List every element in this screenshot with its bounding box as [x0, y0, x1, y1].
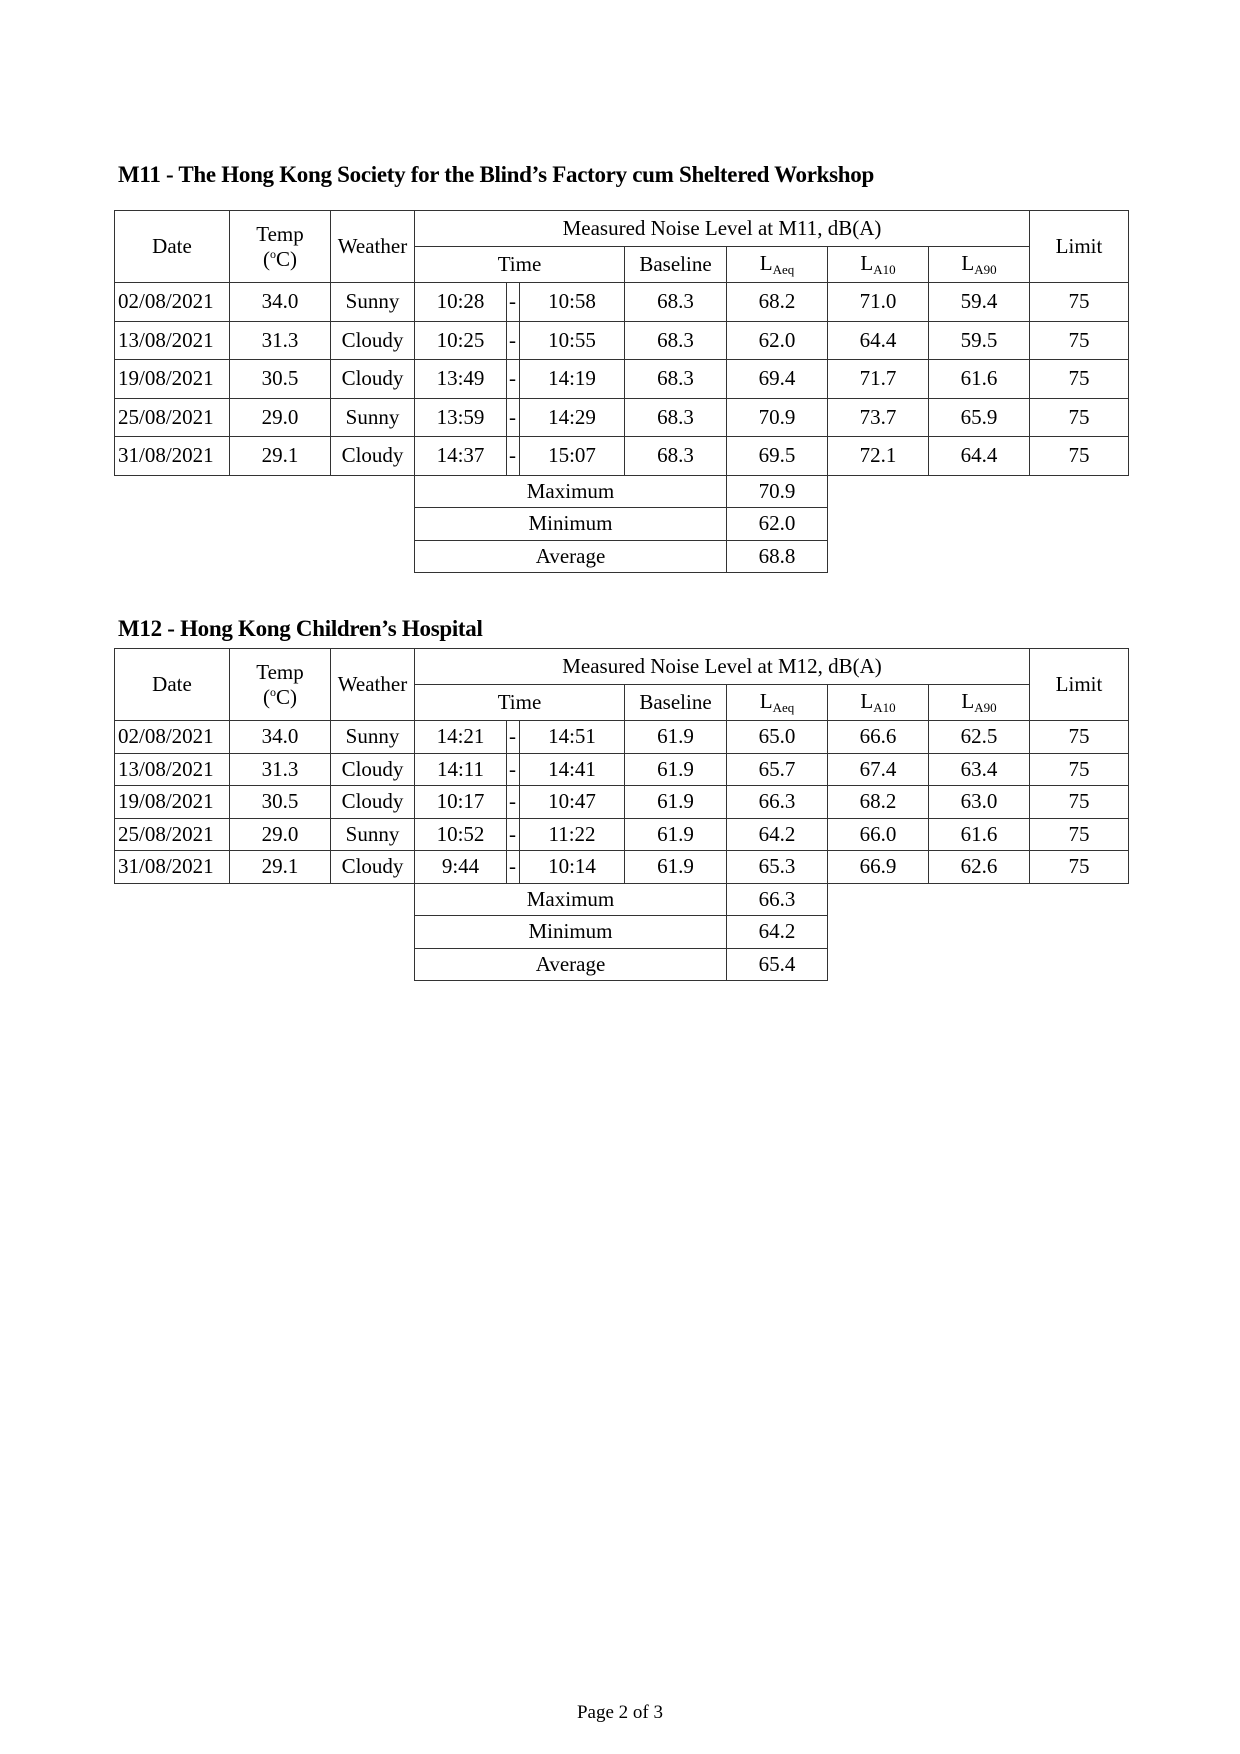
cell-time-end: 14:41	[520, 753, 625, 786]
cell-temp: 34.0	[230, 721, 331, 754]
cell-la90: 63.0	[929, 786, 1030, 819]
header-la90: $L_{A90}$	[929, 685, 1030, 721]
cell-date: 25/08/2021	[115, 398, 230, 437]
cell-weather: Sunny	[331, 721, 415, 754]
table-row	[115, 437, 1129, 476]
cell-weather: Cloudy	[331, 786, 415, 819]
cell-la90: 62.5	[929, 721, 1030, 754]
blank-cell	[115, 883, 415, 916]
cell-baseline: 61.9	[625, 818, 727, 851]
cell-time-end: 10:14	[520, 851, 625, 884]
section-title-m11: M11 - The Hong Kong Society for the Blind’s Factory cum Sheltered Workshop	[118, 162, 874, 187]
header-laeq: $L_{Aeq}$	[727, 247, 828, 283]
cell-baseline: 61.9	[625, 721, 727, 754]
summary-maximum-row	[115, 475, 1129, 508]
cell-baseline: 61.9	[625, 851, 727, 884]
cell-laeq: 65.0	[727, 721, 828, 754]
cell-time-start: 13:49	[415, 360, 507, 399]
cell-time-end: 11:22	[520, 818, 625, 851]
summary-maximum-value: 66.3	[727, 883, 828, 916]
cell-time-separator: -	[507, 321, 520, 360]
cell-time-separator: -	[507, 360, 520, 399]
cell-temp: 30.5	[230, 360, 331, 399]
cell-time-end: 10:58	[520, 283, 625, 322]
header-baseline: Baseline	[625, 247, 727, 283]
cell-date: 02/08/2021	[115, 721, 230, 754]
summary-average-row	[115, 948, 1129, 981]
cell-la90: 62.6	[929, 851, 1030, 884]
blank-cell	[828, 948, 1129, 981]
cell-laeq: 62.0	[727, 321, 828, 360]
cell-temp: 31.3	[230, 321, 331, 360]
summary-average-value: 68.8	[727, 540, 828, 573]
cell-time-end: 14:29	[520, 398, 625, 437]
cell-date: 25/08/2021	[115, 818, 230, 851]
summary-maximum-label: Maximum	[415, 475, 727, 508]
table-row	[115, 398, 1129, 437]
cell-la10: 66.9	[828, 851, 929, 884]
cell-la10: 71.7	[828, 360, 929, 399]
cell-la10: 66.6	[828, 721, 929, 754]
cell-weather: Cloudy	[331, 851, 415, 884]
header-weather: Weather	[331, 649, 415, 721]
cell-limit: 75	[1030, 721, 1129, 754]
summary-minimum-row	[115, 508, 1129, 541]
blank-cell	[115, 540, 415, 573]
cell-la90: 61.6	[929, 818, 1030, 851]
header-date: Date	[115, 211, 230, 283]
summary-minimum-value: 62.0	[727, 508, 828, 541]
header-row-top	[115, 649, 1129, 685]
blank-cell	[828, 475, 1129, 508]
cell-time-end: 10:55	[520, 321, 625, 360]
cell-time-separator: -	[507, 818, 520, 851]
cell-limit: 75	[1030, 398, 1129, 437]
cell-la10: 67.4	[828, 753, 929, 786]
blank-cell	[828, 540, 1129, 573]
table-row	[115, 360, 1129, 399]
cell-weather: Cloudy	[331, 321, 415, 360]
blank-cell	[115, 916, 415, 949]
cell-time-start: 10:52	[415, 818, 507, 851]
summary-average-value: 65.4	[727, 948, 828, 981]
header-la90: $L_{A90}$	[929, 247, 1030, 283]
summary-average-row	[115, 540, 1129, 573]
cell-time-end: 14:19	[520, 360, 625, 399]
cell-la10: 72.1	[828, 437, 929, 476]
summary-maximum-row	[115, 883, 1129, 916]
summary-maximum-label: Maximum	[415, 883, 727, 916]
cell-baseline: 68.3	[625, 283, 727, 322]
header-date: Date	[115, 649, 230, 721]
table-row	[115, 721, 1129, 754]
cell-weather: Cloudy	[331, 753, 415, 786]
table-row	[115, 753, 1129, 786]
summary-average-label: Average	[415, 948, 727, 981]
cell-la90: 61.6	[929, 360, 1030, 399]
cell-weather: Cloudy	[331, 360, 415, 399]
cell-limit: 75	[1030, 818, 1129, 851]
cell-baseline: 61.9	[625, 753, 727, 786]
cell-time-end: 10:47	[520, 786, 625, 819]
header-la10: $L_{A10}$	[828, 247, 929, 283]
header-time: Time	[415, 685, 625, 721]
cell-limit: 75	[1030, 851, 1129, 884]
cell-weather: Sunny	[331, 818, 415, 851]
header-row-top	[115, 211, 1129, 247]
cell-time-end: 15:07	[520, 437, 625, 476]
cell-baseline: 68.3	[625, 398, 727, 437]
summary-minimum-row	[115, 916, 1129, 949]
summary-minimum-label: Minimum	[415, 916, 727, 949]
cell-time-start: 10:17	[415, 786, 507, 819]
cell-time-start: 14:21	[415, 721, 507, 754]
cell-laeq: 66.3	[727, 786, 828, 819]
cell-time-start: 13:59	[415, 398, 507, 437]
cell-time-separator: -	[507, 398, 520, 437]
table-row	[115, 818, 1129, 851]
header-baseline: Baseline	[625, 685, 727, 721]
cell-temp: 29.0	[230, 818, 331, 851]
cell-time-separator: -	[507, 437, 520, 476]
cell-limit: 75	[1030, 283, 1129, 322]
cell-temp: 29.1	[230, 851, 331, 884]
cell-time-separator: -	[507, 283, 520, 322]
cell-la90: 63.4	[929, 753, 1030, 786]
section-title-m12: M12 - Hong Kong Children’s Hospital	[118, 616, 483, 641]
cell-date: 13/08/2021	[115, 321, 230, 360]
header-measured-noise-level: Measured Noise Level at M12, dB(A)	[415, 649, 1030, 685]
cell-date: 19/08/2021	[115, 786, 230, 819]
blank-cell	[828, 883, 1129, 916]
cell-temp: 34.0	[230, 283, 331, 322]
cell-weather: Sunny	[331, 398, 415, 437]
cell-la10: 73.7	[828, 398, 929, 437]
table-row	[115, 851, 1129, 884]
header-temp: Temp ($^o$C)	[230, 649, 331, 721]
cell-baseline: 68.3	[625, 437, 727, 476]
cell-time-separator: -	[507, 753, 520, 786]
cell-la90: 64.4	[929, 437, 1030, 476]
summary-minimum-value: 64.2	[727, 916, 828, 949]
cell-la10: 66.0	[828, 818, 929, 851]
blank-cell	[115, 475, 415, 508]
cell-limit: 75	[1030, 786, 1129, 819]
cell-date: 31/08/2021	[115, 851, 230, 884]
cell-time-start: 14:37	[415, 437, 507, 476]
blank-cell	[115, 508, 415, 541]
cell-time-separator: -	[507, 851, 520, 884]
cell-laeq: 65.3	[727, 851, 828, 884]
cell-time-start: 10:28	[415, 283, 507, 322]
page-number: Page 2 of 3	[576, 1702, 663, 1723]
cell-limit: 75	[1030, 321, 1129, 360]
cell-laeq: 69.5	[727, 437, 828, 476]
summary-average-label: Average	[415, 540, 727, 573]
header-temp: Temp ($^o$C)	[230, 211, 331, 283]
cell-laeq: 69.4	[727, 360, 828, 399]
cell-la10: 68.2	[828, 786, 929, 819]
header-limit: Limit	[1030, 211, 1129, 283]
cell-la10: 64.4	[828, 321, 929, 360]
cell-la10: 71.0	[828, 283, 929, 322]
cell-temp: 29.0	[230, 398, 331, 437]
blank-cell	[115, 948, 415, 981]
table-row	[115, 283, 1129, 322]
cell-temp: 31.3	[230, 753, 331, 786]
cell-laeq: 65.7	[727, 753, 828, 786]
cell-laeq: 64.2	[727, 818, 828, 851]
header-measured-noise-level: Measured Noise Level at M11, dB(A)	[415, 211, 1030, 247]
summary-minimum-label: Minimum	[415, 508, 727, 541]
header-laeq: $L_{Aeq}$	[727, 685, 828, 721]
cell-temp: 30.5	[230, 786, 331, 819]
cell-limit: 75	[1030, 753, 1129, 786]
cell-date: 02/08/2021	[115, 283, 230, 322]
cell-temp: 29.1	[230, 437, 331, 476]
table-row	[115, 786, 1129, 819]
summary-maximum-value: 70.9	[727, 475, 828, 508]
cell-la90: 59.5	[929, 321, 1030, 360]
blank-cell	[828, 916, 1129, 949]
cell-baseline: 61.9	[625, 786, 727, 819]
cell-time-start: 9:44	[415, 851, 507, 884]
cell-limit: 75	[1030, 360, 1129, 399]
header-weather: Weather	[331, 211, 415, 283]
cell-time-separator: -	[507, 721, 520, 754]
cell-date: 19/08/2021	[115, 360, 230, 399]
cell-baseline: 68.3	[625, 321, 727, 360]
cell-time-start: 14:11	[415, 753, 507, 786]
cell-la90: 65.9	[929, 398, 1030, 437]
cell-la90: 59.4	[929, 283, 1030, 322]
header-time: Time	[415, 247, 625, 283]
cell-time-separator: -	[507, 786, 520, 819]
header-limit: Limit	[1030, 649, 1129, 721]
cell-laeq: 70.9	[727, 398, 828, 437]
cell-weather: Cloudy	[331, 437, 415, 476]
table-row	[115, 321, 1129, 360]
cell-laeq: 68.2	[727, 283, 828, 322]
cell-date: 13/08/2021	[115, 753, 230, 786]
header-la10: $L_{A10}$	[828, 685, 929, 721]
blank-cell	[828, 508, 1129, 541]
cell-baseline: 68.3	[625, 360, 727, 399]
noise-table-m11	[114, 210, 1129, 573]
cell-weather: Sunny	[331, 283, 415, 322]
cell-time-start: 10:25	[415, 321, 507, 360]
cell-limit: 75	[1030, 437, 1129, 476]
noise-table-m12	[114, 648, 1129, 981]
cell-time-end: 14:51	[520, 721, 625, 754]
cell-date: 31/08/2021	[115, 437, 230, 476]
